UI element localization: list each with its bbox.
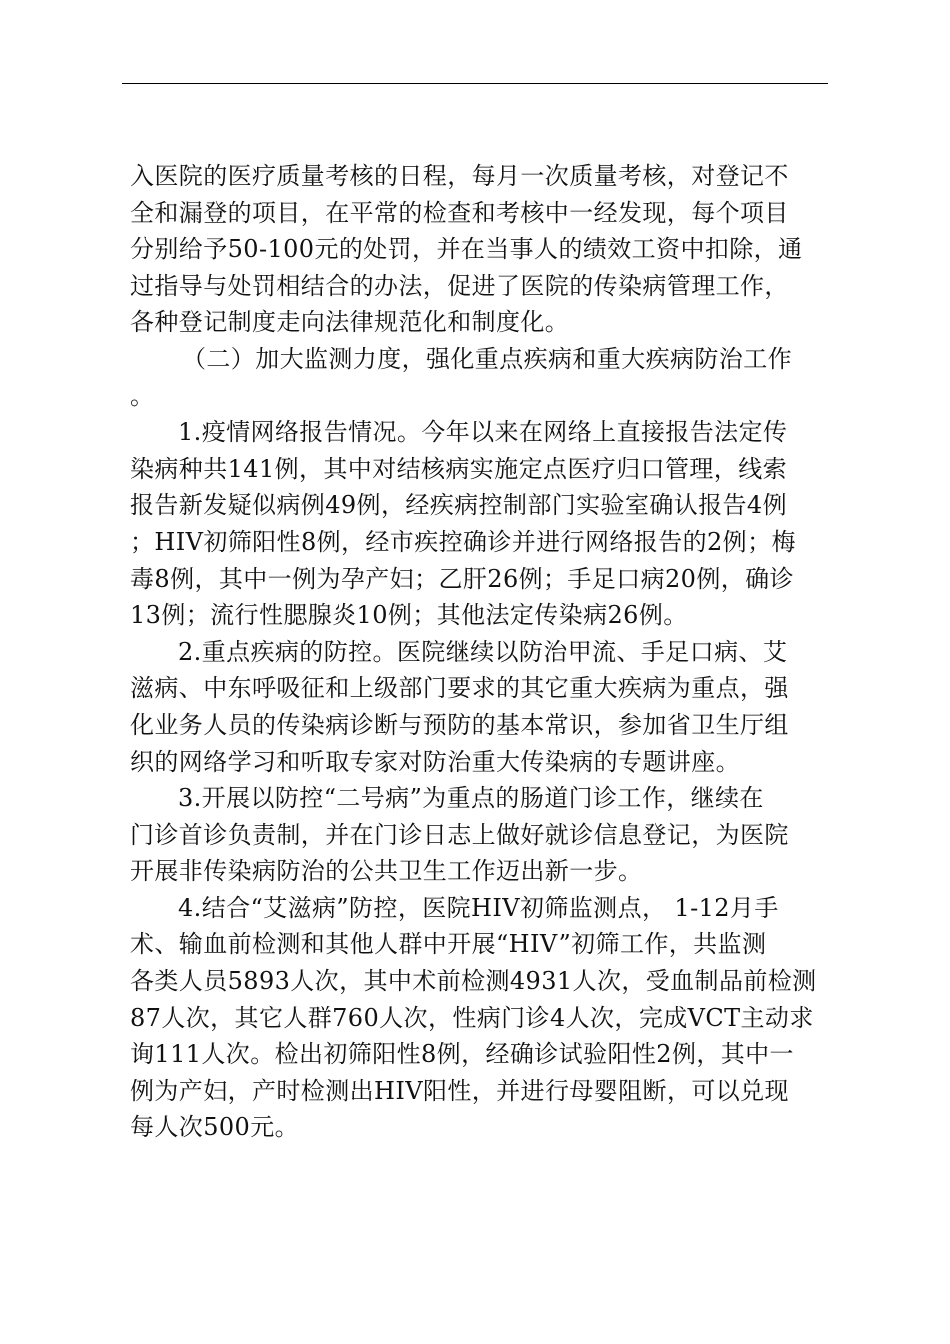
text-line: 各类人员5893人次，其中术前检测4931人次，受血制品前检测 xyxy=(130,967,817,996)
text-line: 过指导与处罚相结合的办法，促进了医院的传染病管理工作， xyxy=(130,271,789,300)
paragraph-first-line: 1.疫情网络报告情况。今年以来在网络上直接报告法定传 xyxy=(178,418,788,447)
section-heading: （二）加大监测力度，强化重点疾病和重大疾病防治工作 xyxy=(182,344,792,373)
text-line: 。 xyxy=(130,381,155,410)
paragraph-first-line: 4.结合“艾滋病”防控，医院HIV初筛监测点， 1-12月手 xyxy=(178,893,779,922)
paragraph-first-line: 3.开展以防控“二号病”为重点的肠道门诊工作，继续在 xyxy=(178,784,764,813)
text-line: 例为产妇，产时检测出HIV阳性，并进行母婴阻断，可以兑现 xyxy=(130,1076,789,1105)
text-line: 毒8例，其中一例为孕产妇；乙肝26例；手足口病20例，确诊 xyxy=(130,564,794,593)
text-line: 门诊首诊负责制，并在门诊日志上做好就诊信息登记，为医院 xyxy=(130,820,789,849)
document-body xyxy=(130,158,820,1146)
text-line: 全和漏登的项目，在平常的检查和考核中一经发现，每个项目 xyxy=(130,198,789,227)
paragraph-first-line: 2.重点疾病的防控。医院继续以防治甲流、手足口病、艾 xyxy=(178,637,788,666)
text-line: 术、输血前检测和其他人群中开展“HIV”初筛工作，共监测 xyxy=(130,930,767,959)
text-line: 报告新发疑似病例49例，经疾病控制部门实验室确认报告4例 xyxy=(130,491,788,520)
text-line: 各种登记制度走向法律规范化和制度化。 xyxy=(130,308,570,337)
text-line: 染病种共141例，其中对结核病实施定点医疗归口管理，线索 xyxy=(130,454,788,483)
text-line: 分别给予50-100元的处罚，并在当事人的绩效工资中扣除，通 xyxy=(130,235,803,264)
header-rule xyxy=(122,83,828,84)
text-line: 每人次500元。 xyxy=(130,1113,300,1142)
text-line: 化业务人员的传染病诊断与预防的基本常识，参加省卫生厅组 xyxy=(130,710,789,739)
text-line: 询111人次。检出初筛阳性8例，经确诊试验阳性2例，其中一 xyxy=(130,1040,794,1069)
text-line: 13例；流行性腮腺炎10例；其他法定传染病26例。 xyxy=(130,601,688,630)
text-line: 入医院的医疗质量考核的日程，每月一次质量考核，对登记不 xyxy=(130,162,789,190)
text-line: 开展非传染病防治的公共卫生工作迈出新一步。 xyxy=(130,857,643,886)
text-line: 织的网络学习和听取专家对防治重大传染病的专题讲座。 xyxy=(130,747,740,776)
text-line: 滋病、中东呼吸征和上级部门要求的其它重大疾病为重点，强 xyxy=(130,674,789,703)
text-line: 87人次，其它人群760人次，性病门诊4人次，完成VCT主动求 xyxy=(130,1003,814,1032)
text-line: ；HIV初筛阳性8例，经市疾控确诊并进行网络报告的2例；梅 xyxy=(130,527,796,556)
